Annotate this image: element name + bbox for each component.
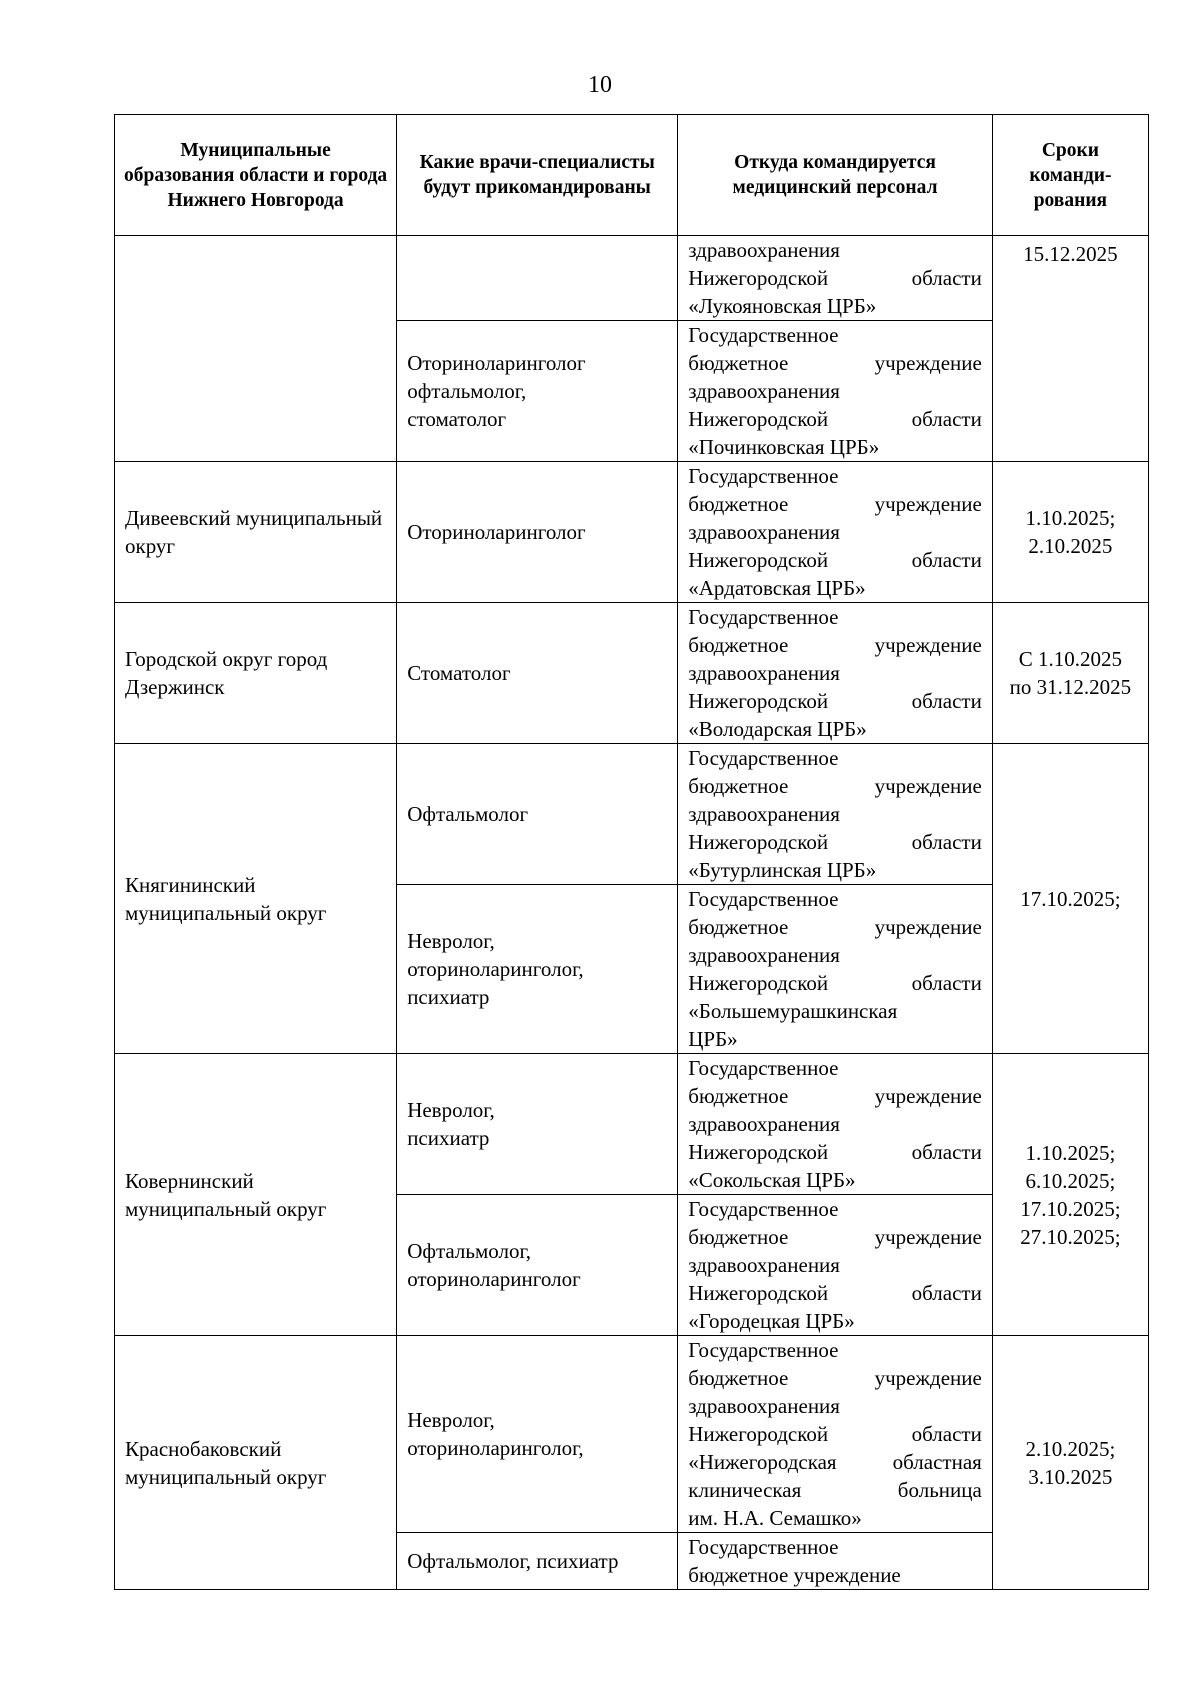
doctors-line: Невролог,	[407, 1098, 495, 1122]
source-line: бюджетное учреждение	[688, 774, 982, 798]
table-row	[115, 744, 1149, 885]
dates-line: 3.10.2025	[1028, 1464, 1113, 1489]
cell-dates	[992, 236, 1148, 462]
source-line: «Починковская ЦРБ»	[688, 435, 880, 459]
header-doctors: Какие врачи-специалисты будут прикомандированы	[397, 115, 678, 236]
source-line: Государственное	[688, 1338, 839, 1362]
cell-dates	[992, 1336, 1148, 1590]
cell-source	[678, 744, 993, 885]
table-header-row	[115, 115, 1149, 236]
cell-source	[678, 1533, 993, 1590]
source-line: бюджетное учреждение	[688, 1563, 901, 1587]
cell-doctors	[397, 744, 678, 885]
cell-doctors	[397, 1195, 678, 1336]
source-line: Нижегородской области	[688, 1140, 982, 1164]
cell-municipality: Краснобаковский муниципальный округ	[115, 1336, 397, 1590]
table-row	[115, 603, 1149, 744]
source-line: Государственное	[688, 1056, 839, 1080]
cell-dates	[992, 603, 1148, 744]
source-line: ЦРБ»	[688, 1027, 738, 1051]
cell-municipality: Городской округ город Дзержинск	[115, 603, 397, 744]
table-row	[115, 236, 1149, 321]
cell-doctors	[397, 321, 678, 462]
source-line: «Лукояновская ЦРБ»	[688, 294, 877, 318]
source-line: бюджетное учреждение	[688, 1084, 982, 1108]
doctors-line: оториноларинголог,	[407, 957, 584, 981]
source-line: здравоохранения	[688, 661, 840, 685]
source-line: здравоохранения	[688, 238, 840, 262]
source-line: Нижегородской области	[688, 266, 982, 290]
dates-line: 2.10.2025	[1028, 534, 1113, 558]
source-line: «Володарская ЦРБ»	[688, 717, 867, 741]
cell-doctors	[397, 603, 678, 744]
source-line: Государственное	[688, 1197, 839, 1221]
doctors-line: психиатр	[407, 1126, 490, 1150]
page-number: 10	[588, 72, 612, 98]
source-line: «Большемурашкинская	[688, 999, 898, 1023]
source-line: Нижегородской области	[688, 407, 982, 431]
source-line: Нижегородской области	[688, 1422, 982, 1446]
cell-source	[678, 1195, 993, 1336]
doctors-line: Офтальмолог	[407, 802, 529, 826]
source-line: Государственное	[688, 746, 839, 770]
source-line: Нижегородской области	[688, 830, 982, 854]
dates-line: 17.10.2025;	[1020, 886, 1121, 911]
dates-line: 1.10.2025;	[1025, 506, 1116, 530]
source-line: Государственное	[688, 323, 839, 347]
source-line: здравоохранения	[688, 520, 840, 544]
source-line: Нижегородской области	[688, 971, 982, 995]
table-row	[115, 1336, 1149, 1533]
header-org: Муниципальные образования области и города Нижнего Новгорода	[115, 115, 397, 236]
source-line: здравоохранения	[688, 1112, 840, 1136]
doctors-line: офтальмолог,	[407, 379, 527, 403]
dates-line: 15.12.2025	[1023, 242, 1118, 266]
cell-source	[678, 462, 993, 603]
cell-doctors	[397, 1533, 678, 1590]
source-line: бюджетное учреждение	[688, 492, 982, 516]
source-line: Государственное	[688, 464, 839, 488]
cell-source	[678, 236, 993, 321]
cell-doctors	[397, 1054, 678, 1195]
source-line: Государственное	[688, 605, 839, 629]
doctors-line: Оториноларинголог	[407, 351, 586, 375]
source-line: бюджетное учреждение	[688, 915, 982, 939]
cell-source	[678, 885, 993, 1054]
cell-municipality: Дивеевский муниципальный округ	[115, 462, 397, 603]
source-line: бюджетное учреждение	[688, 1225, 982, 1249]
source-line: здравоохранения	[688, 1253, 840, 1277]
doctors-line: Офтальмолог,	[407, 1239, 531, 1263]
source-line: «Сокольская ЦРБ»	[688, 1168, 856, 1192]
cell-doctors	[397, 1336, 678, 1533]
source-line: Нижегородской области	[688, 1281, 982, 1305]
doctors-line: Стоматолог	[407, 661, 511, 685]
assignment-table	[114, 114, 1149, 1590]
source-line: им. Н.А. Семашко»	[688, 1506, 862, 1530]
cell-dates	[992, 462, 1148, 603]
source-line: «Ардатовская ЦРБ»	[688, 576, 866, 600]
source-line: Нижегородской области	[688, 689, 982, 713]
header-source: Откуда командируется медицинский персонал	[678, 115, 993, 236]
cell-municipality: Ковернинский муниципальный округ	[115, 1054, 397, 1336]
cell-doctors	[397, 885, 678, 1054]
doctors-line: Невролог,	[407, 929, 495, 953]
dates-line: 17.10.2025;	[1020, 1196, 1121, 1221]
doctors-line: Невролог,	[407, 1408, 495, 1432]
doctors-line: психиатр	[407, 985, 490, 1009]
cell-source	[678, 603, 993, 744]
table-row	[115, 462, 1149, 603]
source-line: здравоохранения	[688, 943, 840, 967]
dates-line: по 31.12.2025	[1009, 675, 1132, 699]
source-line: здравоохранения	[688, 1394, 840, 1418]
source-line: здравоохранения	[688, 802, 840, 826]
doctors-line: оториноларинголог	[407, 1267, 581, 1291]
source-line: бюджетное учреждение	[688, 351, 982, 375]
header-dates: Сроки команди-рования	[992, 115, 1148, 236]
source-line: «Бутурлинская ЦРБ»	[688, 858, 877, 882]
source-line: «Городецкая ЦРБ»	[688, 1309, 855, 1333]
doctors-line: Оториноларинголог	[407, 520, 586, 544]
source-line: бюджетное учреждение	[688, 633, 982, 657]
doctors-line: Офтальмолог, психиатр	[407, 1549, 619, 1573]
cell-municipality: Княгининский муниципальный округ	[115, 744, 397, 1054]
dates-line: С 1.10.2025	[1018, 647, 1123, 671]
table-body	[115, 236, 1149, 1590]
cell-source	[678, 1054, 993, 1195]
doctors-line: оториноларинголог,	[407, 1436, 584, 1460]
cell-doctors	[397, 462, 678, 603]
source-line: Государственное	[688, 887, 839, 911]
source-line: Нижегородской области	[688, 548, 982, 572]
source-line: Государственное	[688, 1535, 839, 1559]
cell-municipality	[115, 236, 397, 462]
table-row	[115, 1054, 1149, 1195]
dates-line: 27.10.2025;	[1020, 1224, 1121, 1249]
dates-line: 1.10.2025;	[1025, 1140, 1116, 1165]
cell-doctors	[397, 236, 678, 321]
source-line: клиническая больница	[688, 1478, 982, 1502]
cell-source	[678, 1336, 993, 1533]
source-line: «Нижегородская областная	[688, 1450, 982, 1474]
source-line: бюджетное учреждение	[688, 1366, 982, 1390]
cell-source	[678, 321, 993, 462]
cell-dates	[992, 744, 1148, 1054]
dates-line: 6.10.2025;	[1025, 1168, 1116, 1193]
doctors-line: стоматолог	[407, 407, 507, 431]
source-line: здравоохранения	[688, 379, 840, 403]
cell-dates	[992, 1054, 1148, 1336]
dates-line: 2.10.2025;	[1025, 1436, 1116, 1461]
